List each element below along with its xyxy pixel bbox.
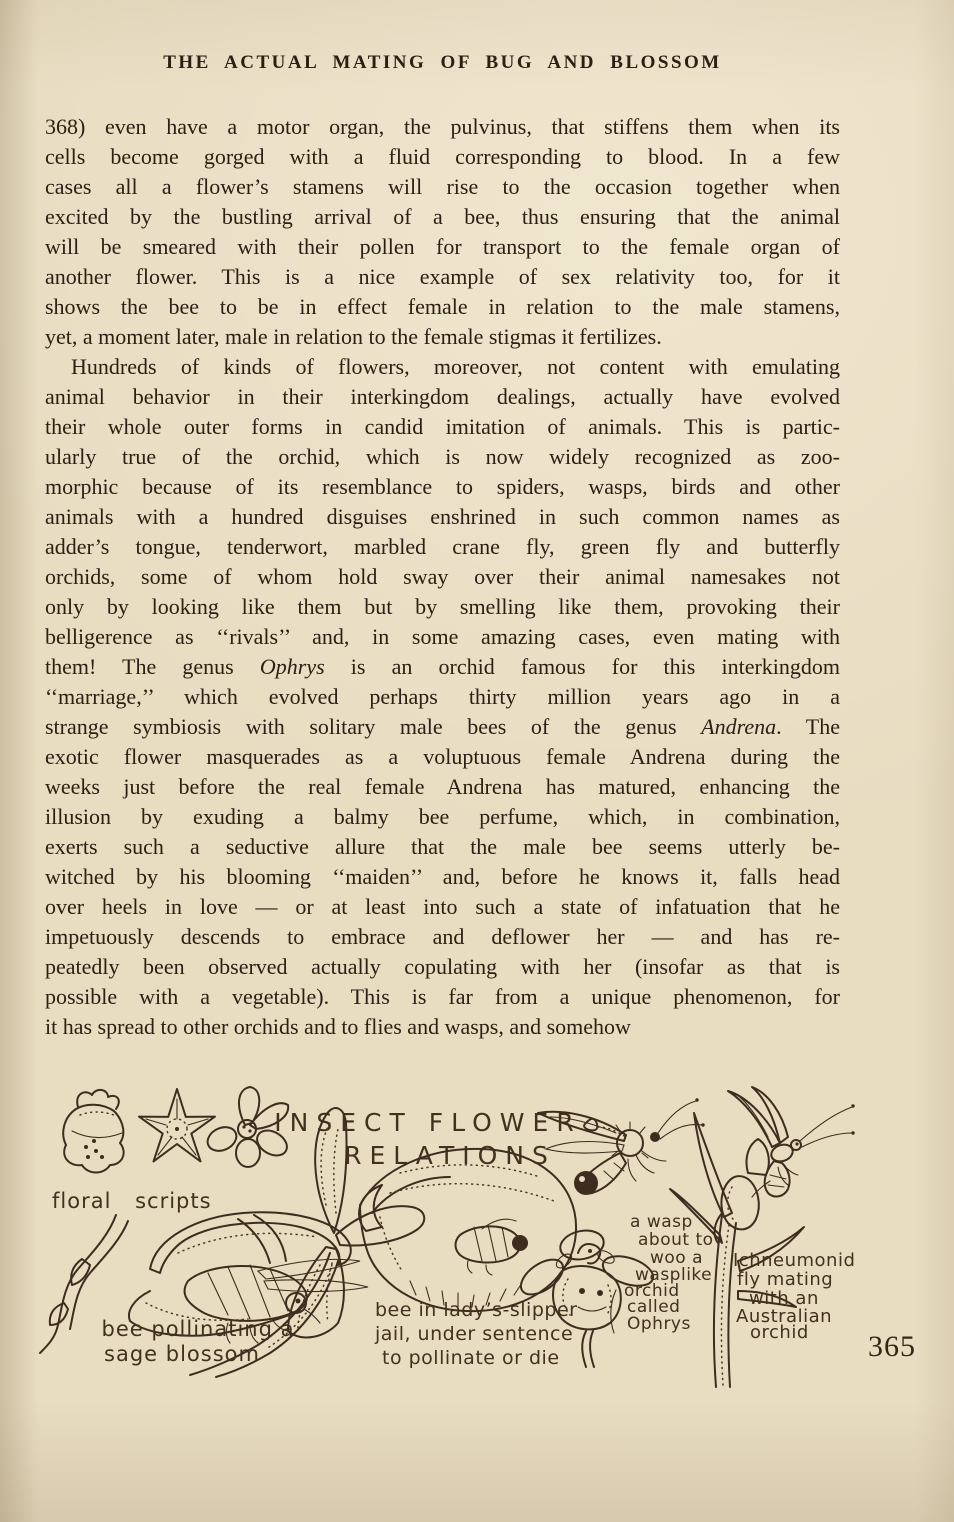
body-line: morphic because of its resemblance to spiders, wasps, birds and other bbox=[45, 474, 840, 499]
body-line: exerts such a seductive allure that the male bee seems utterly be- bbox=[45, 834, 840, 859]
body-line: animal behavior in their interkingdom dealings, actually have evolved bbox=[45, 384, 840, 409]
body-line: yet, a moment later, male in relation to the female stigmas it fertilizes. bbox=[45, 324, 662, 349]
body-line: exotic flower masquerades as a voluptuous female Andrena during the bbox=[45, 744, 840, 769]
ichneumonid-caption-line-1: Ichneumonid bbox=[733, 1250, 856, 1271]
illustration bbox=[30, 1085, 930, 1405]
body-line: orchids, some of whom hold sway over their animal namesakes not bbox=[45, 564, 840, 589]
slipper-caption-line-3: to pollinate or die bbox=[382, 1347, 560, 1369]
flower-bell-drawing bbox=[63, 1090, 123, 1173]
ichneumonid-caption-line-5: orchid bbox=[750, 1322, 809, 1343]
body-line: ‘‘marriage,’’ which evolved perhaps thirty million years ago in a bbox=[45, 684, 840, 709]
body-line: 368) even have a motor organ, the pulvinus, that stiffens them when its bbox=[45, 114, 840, 139]
slipper-caption-line-1: bee in lady’s-slipper bbox=[375, 1299, 578, 1321]
body-line: strange symbiosis with solitary male bees of the genus Andrena. The bbox=[45, 714, 840, 739]
illustration-title-line-2: RELATIONS bbox=[344, 1141, 556, 1170]
body-line: possible with a vegetable). This is far from a unique phenomenon, for bbox=[45, 984, 840, 1009]
floral-scripts-label: floral scripts bbox=[52, 1189, 212, 1213]
body-line: cells become gorged with a fluid corresponding to blood. In a few bbox=[45, 144, 840, 169]
body-line: ularly true of the orchid, which is now widely recognized as zoo- bbox=[45, 444, 840, 469]
body-line: cases all a flower’s stamens will rise to the occasion together when bbox=[45, 174, 840, 199]
body-line: them! The genus Ophrys is an orchid famous for this interkingdom bbox=[45, 654, 840, 679]
ichneumonid-caption-line-4: Australian bbox=[736, 1306, 833, 1327]
wasp-drawing bbox=[538, 1098, 705, 1195]
sage-caption-line-2: sage blossom bbox=[104, 1342, 260, 1366]
sage-caption-line-1: bee pollinating a bbox=[101, 1317, 295, 1341]
wasp-caption-line-3: woo a bbox=[650, 1248, 704, 1268]
body-line: peatedly been observed actually copulating with her (insofar as that is bbox=[45, 954, 840, 979]
body-line: witched by his blooming ‘‘maiden’’ and, before he knows it, falls head bbox=[45, 864, 840, 889]
body-line: adder’s tongue, tenderwort, marbled crane fly, green fly and butterfly bbox=[45, 534, 840, 559]
wasp-caption-line-1: a wasp bbox=[630, 1212, 693, 1232]
wasp-caption-line-2: about to bbox=[638, 1230, 714, 1250]
flower-star-drawing bbox=[139, 1089, 215, 1161]
body-line: only by looking like them but by smelling like them, provoking their bbox=[45, 594, 840, 619]
ichneumonid-caption-line-2: fly mating bbox=[737, 1269, 834, 1290]
body-line: it has spread to other orchids and to flies and wasps, and somehow bbox=[45, 1014, 631, 1039]
body-line: shows the bee to be in effect female in relation to the male stamens, bbox=[45, 294, 840, 319]
body-line: will be smeared with their pollen for transport to the female organ of bbox=[45, 234, 840, 259]
body-line: animals with a hundred disguises enshrined in such common names as bbox=[45, 504, 840, 529]
slipper-caption-line-2: jail, under sentence bbox=[375, 1323, 574, 1345]
body-line: illusion by exuding a balmy bee perfume, which, in combination, bbox=[45, 804, 840, 829]
body-line: their whole outer forms in candid imitation of animals. This is partic- bbox=[45, 414, 840, 439]
body-text bbox=[45, 112, 840, 1042]
body-line: excited by the bustling arrival of a bee, thus ensuring that the animal bbox=[45, 204, 840, 229]
body-line: belligerence as ‘‘rivals’’ and, in some amazing cases, even mating with bbox=[45, 624, 840, 649]
body-line: weeks just before the real female Andrena has matured, enhancing the bbox=[45, 774, 840, 799]
wasp-caption-line-4: wasplike bbox=[635, 1265, 713, 1285]
wasp-caption-line-5: orchid bbox=[624, 1281, 680, 1301]
body-line: impetuously descends to embrace and deflower her — and has re- bbox=[45, 924, 840, 949]
body-line: Hundreds of kinds of flowers, moreover, not content with emulating bbox=[71, 354, 840, 379]
wasp-caption-line-7: Ophrys bbox=[627, 1314, 691, 1334]
page-number: 365 bbox=[868, 1330, 916, 1363]
wasp-caption-line-6: called bbox=[627, 1297, 681, 1317]
running-header: THE ACTUAL MATING OF BUG AND BLOSSOM bbox=[163, 52, 722, 73]
ichneumonid-caption-line-3: with an bbox=[749, 1288, 819, 1309]
body-line: another flower. This is a nice example of sex relativity too, for it bbox=[45, 264, 840, 289]
illustration-title-line-1: INSECT FLOWER bbox=[274, 1108, 582, 1137]
body-line: over heels in love — or at least into such a state of infatuation that he bbox=[45, 894, 840, 919]
